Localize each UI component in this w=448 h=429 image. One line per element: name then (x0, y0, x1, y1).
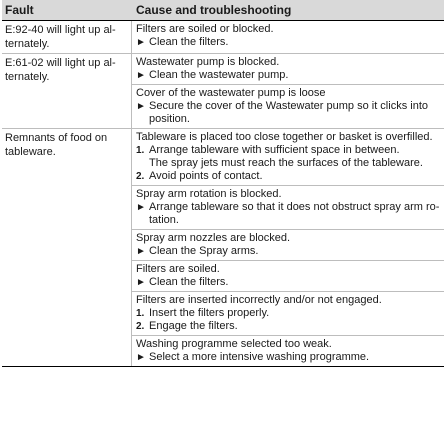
remedy-step (136, 69, 440, 82)
remedy-text: Arrange tableware so that it does not obstruct spray arm ro-tation. (149, 201, 440, 226)
fault-cell: Remnants of food on tableware. (2, 129, 132, 366)
remedy-step (136, 307, 440, 320)
step-number: 1. (136, 308, 145, 319)
remedy-text: Clean the wastewater pump. (149, 69, 289, 81)
arrow-icon: ► (136, 70, 146, 81)
remedy-text: Avoid points of contact. (149, 170, 263, 182)
causes-cell (132, 129, 444, 366)
cause-block (132, 85, 444, 128)
remedy-step (136, 201, 440, 227)
troubleshooting-table (2, 0, 444, 367)
cause-block (132, 54, 444, 85)
remedy-step (136, 276, 440, 289)
causes-cell (132, 21, 444, 53)
cause-block (132, 186, 444, 230)
arrow-icon: ► (136, 277, 146, 288)
arrow-icon: ► (136, 352, 146, 363)
remedy-step (136, 100, 440, 126)
cause-block (132, 230, 444, 261)
remedy-text: Clean the Spray arms. (149, 245, 259, 257)
remedy-step (136, 36, 440, 49)
cause-title: Spray arm rotation is blocked. (136, 188, 282, 200)
fault-cell: E:61-02 will light up al-ternately. (2, 54, 132, 128)
remedy-text: Insert the filters properly. (149, 307, 270, 319)
cause-block (132, 336, 444, 366)
table-header (2, 0, 444, 21)
arrow-icon: ► (136, 37, 146, 48)
arrow-icon: ► (136, 202, 146, 213)
table-row (2, 54, 444, 129)
remedy-text: Secure the cover of the Wastewater pump so it clicks into position. (149, 100, 428, 125)
remedy-step (136, 144, 440, 157)
step-number: 1. (136, 145, 145, 156)
arrow-icon: ► (136, 246, 146, 257)
step-number: 2. (136, 171, 145, 182)
cause-block (132, 129, 444, 186)
cause-title: Washing programme selected too weak. (136, 338, 332, 350)
cause-block (132, 261, 444, 292)
remedy-text: Engage the filters. (149, 320, 238, 332)
remedy-step (136, 245, 440, 258)
cause-title: Filters are soiled. (136, 263, 220, 275)
remedy-text: Select a more intensive washing programme. (149, 351, 370, 363)
cause-title: Cover of the wastewater pump is loose (136, 87, 326, 99)
causes-cell (132, 54, 444, 128)
cause-title: Wastewater pump is blocked. (136, 56, 280, 68)
fault-cell: E:92-40 will light up al-ternately. (2, 21, 132, 53)
table-row (2, 21, 444, 54)
remedy-step (136, 170, 440, 183)
arrow-icon: ► (136, 101, 146, 112)
remedy-text: Clean the filters. (149, 36, 229, 48)
cause-title: Tableware is placed too close together or basket is overfilled. (136, 131, 433, 143)
header-cause: Cause and troubleshooting (136, 3, 292, 17)
remedy-text: Clean the filters. (149, 276, 229, 288)
remedy-step (136, 320, 440, 333)
cause-title: Spray arm nozzles are blocked. (136, 232, 291, 244)
remedy-step (136, 351, 440, 364)
step-number: 2. (136, 321, 145, 332)
cause-title: Filters are soiled or blocked. (136, 23, 274, 35)
header-fault: Fault (5, 3, 34, 17)
table-row (2, 129, 444, 367)
remedy-text: Arrange tableware with sufficient space in between. (149, 144, 400, 156)
cause-title: Filters are inserted incorrectly and/or not engaged. (136, 294, 382, 306)
cause-block (132, 21, 444, 51)
remedy-note: The spray jets must reach the surfaces of the tableware. (149, 157, 423, 169)
cause-block (132, 292, 444, 336)
